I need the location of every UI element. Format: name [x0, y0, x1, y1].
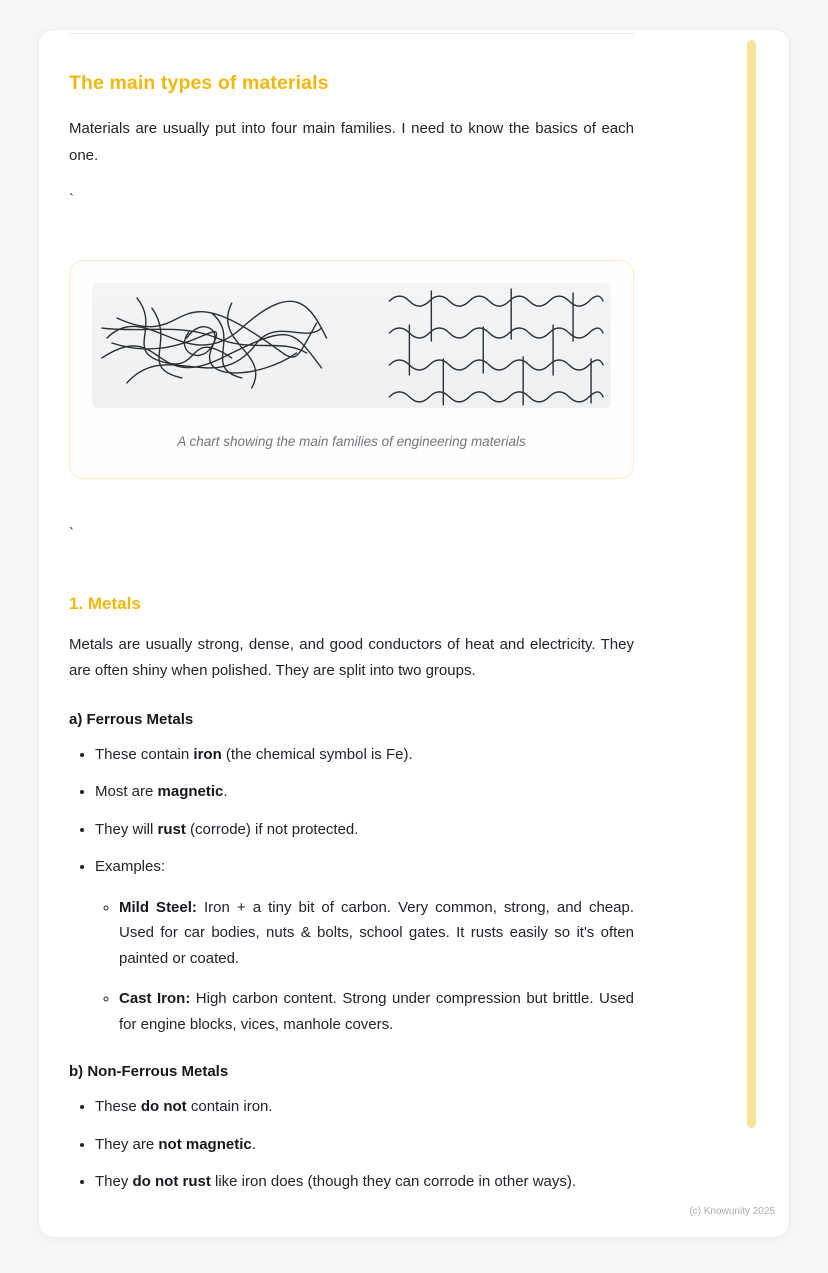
non-ferrous-metals-subheading: b) Non-Ferrous Metals: [69, 1063, 229, 1081]
list-item: [95, 1094, 634, 1120]
list-item-text: These do not contain iron.: [95, 1098, 273, 1116]
ferrous-metals-subheading: a) Ferrous Metals: [69, 710, 194, 728]
list-item: [95, 1169, 634, 1195]
stray-backtick-1: `: [69, 190, 74, 208]
document-content: [39, 33, 634, 1237]
figure-card: [69, 260, 634, 479]
list-item-text: They are not magnetic.: [95, 1135, 256, 1153]
ferrous-metals-list: [69, 742, 634, 1038]
page-title: The main types of materials: [69, 72, 329, 94]
list-item: [95, 779, 634, 805]
watermark: (c) Knowunity 2025: [689, 1205, 775, 1217]
non-ferrous-metals-list: [69, 1094, 634, 1195]
right-accent-bar: [747, 40, 756, 1128]
ferrous-examples-list: [95, 895, 634, 1038]
list-item-text: Examples:: [95, 858, 166, 876]
figure-caption: A chart showing the main families of engineering materials: [177, 433, 526, 449]
metals-intro-paragraph: Metals are usually strong, dense, and good conductors of heat and electricity. They are often shiny when polished. They are split into two groups.: [69, 636, 634, 680]
list-item-text: Cast Iron: High carbon content. Strong under compression but brittle. Used for engine blocks, vices, manhole covers.: [119, 990, 635, 1033]
section-heading-metals: 1. Metals: [69, 594, 141, 614]
top-divider: [69, 33, 634, 34]
crosslinked-lattice-drawing: [389, 289, 603, 405]
list-item: [95, 817, 634, 843]
stray-backtick-2: `: [69, 525, 74, 543]
intro-paragraph: Materials are usually put into four main families. I need to know the basics of each one.: [69, 120, 634, 164]
amorphous-tangle-drawing: [102, 298, 327, 388]
list-item: [119, 986, 634, 1037]
list-item: [95, 742, 634, 768]
polymer-structures-drawing: [92, 283, 611, 408]
list-item-text: They do not rust like iron does (though they can corrode in other ways).: [95, 1173, 577, 1191]
list-item-text: Mild Steel: Iron + a tiny bit of carbon. Very common, strong, and cheap. Used for car bodies, nuts & bolts, school gates. It rusts easily so it's often painted or coated.: [119, 898, 634, 967]
list-item-text: They will rust (corrode) if not protected.: [95, 820, 359, 838]
list-item-text: These contain iron (the chemical symbol is Fe).: [95, 745, 413, 763]
document-sheet: [39, 30, 789, 1237]
list-item-text: Most are magnetic.: [95, 783, 228, 801]
list-item: [95, 1132, 634, 1158]
list-item: [119, 895, 634, 972]
materials-diagram-image: [92, 283, 611, 408]
list-item: [95, 854, 634, 1037]
